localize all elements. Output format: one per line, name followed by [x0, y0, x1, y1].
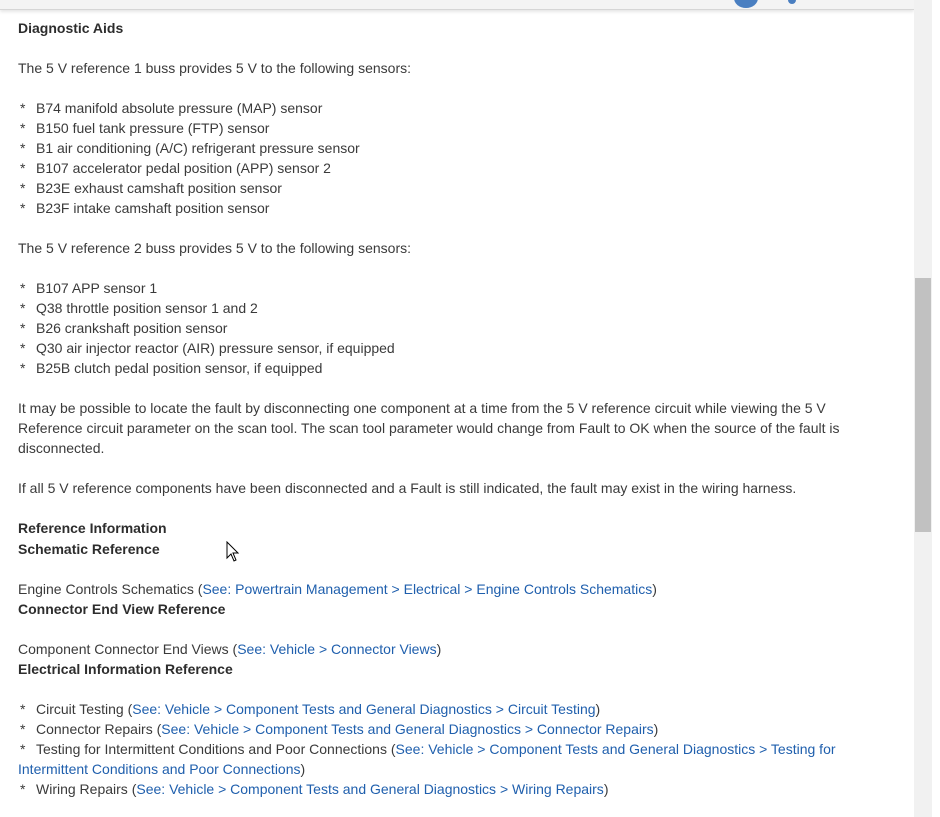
user-avatar-icon[interactable] [734, 0, 758, 8]
list-item: * B23F intake camshaft position sensor [20, 200, 270, 216]
fault-location-paragraph: It may be possible to locate the fault by disconnecting one component at a time from the 5 V reference circuit while viewing the 5 V Reference circuit parameter on the scan tool. The scan tool parameter would change from Fault to OK when the source of the fault is disconnected. [18, 400, 840, 456]
connector-end-view-line: Component Connector End Views (See: Vehicle > Connector Views) [18, 641, 442, 657]
circuit-testing-link[interactable]: See: Vehicle > Component Tests and General Diagnostics > Circuit Testing [132, 701, 596, 717]
wiring-repairs-link[interactable]: See: Vehicle > Component Tests and General Diagnostics > Wiring Repairs [136, 781, 604, 797]
connector-end-view-heading: Connector End View Reference [18, 601, 226, 617]
connector-repairs-link[interactable]: See: Vehicle > Component Tests and General Diagnostics > Connector Repairs [161, 721, 654, 737]
reference-information-heading: Reference Information [18, 520, 167, 536]
ref1-intro: The 5 V reference 1 buss provides 5 V to the following sensors: [18, 60, 411, 76]
list-item: * Q30 air injector reactor (AIR) pressure sensor, if equipped [20, 340, 395, 356]
list-item: * Connector Repairs (See: Vehicle > Component Tests and General Diagnostics > Connector Repairs) [20, 721, 659, 737]
engine-controls-schematics-link[interactable]: See: Powertrain Management > Electrical > Engine Controls Schematics [202, 581, 653, 597]
ref1-sensor-list [18, 98, 868, 218]
document-content [18, 18, 868, 799]
mouse-pointer-icon [226, 541, 240, 563]
list-item: * Wiring Repairs (See: Vehicle > Component Tests and General Diagnostics > Wiring Repairs) [20, 781, 609, 797]
list-item: * B1 air conditioning (A/C) refrigerant pressure sensor [20, 140, 360, 156]
connector-views-link[interactable]: See: Vehicle > Connector Views [237, 641, 437, 657]
wiring-harness-paragraph: If all 5 V reference components have been disconnected and a Fault is still indicated, the fault may exist in the wiring harness. [18, 480, 797, 496]
list-item: * B107 accelerator pedal position (APP) sensor 2 [20, 160, 331, 176]
schematic-reference-heading: Schematic Reference [18, 541, 160, 557]
intermittent-conditions-link[interactable]: See: Vehicle > Component Tests and General Diagnostics > Testing for Intermittent Conditions and Poor Connections [18, 741, 836, 777]
list-item: * B23E exhaust camshaft position sensor [20, 180, 282, 196]
list-item: * B150 fuel tank pressure (FTP) sensor [20, 120, 270, 136]
list-item: * B26 crankshaft position sensor [20, 320, 228, 336]
list-item: * B74 manifold absolute pressure (MAP) sensor [20, 100, 323, 116]
list-item: * Circuit Testing (See: Vehicle > Component Tests and General Diagnostics > Circuit Testing) [20, 701, 601, 717]
ref2-sensor-list [18, 278, 868, 378]
list-item: * B107 APP sensor 1 [20, 280, 158, 296]
window-edge [932, 0, 940, 817]
menu-icon[interactable] [788, 0, 796, 4]
list-item: * Q38 throttle position sensor 1 and 2 [20, 300, 258, 316]
electrical-reference-list [18, 699, 868, 799]
scrollbar-thumb[interactable] [915, 278, 931, 532]
diagnostic-aids-heading: Diagnostic Aids [18, 20, 124, 36]
schematic-reference-line: Engine Controls Schematics (See: Powertrain Management > Electrical > Engine Controls Schematics) [18, 581, 657, 597]
list-item: * B25B clutch pedal position sensor, if equipped [20, 360, 323, 376]
top-toolbar [0, 0, 914, 10]
electrical-information-heading: Electrical Information Reference [18, 661, 233, 677]
ref2-intro: The 5 V reference 2 buss provides 5 V to the following sensors: [18, 240, 411, 256]
list-item: * Testing for Intermittent Conditions and Poor Connections (See: Vehicle > Component Tests and General Diagnostics > Testing for Intermittent Conditions and Poor Connections) [18, 741, 836, 777]
